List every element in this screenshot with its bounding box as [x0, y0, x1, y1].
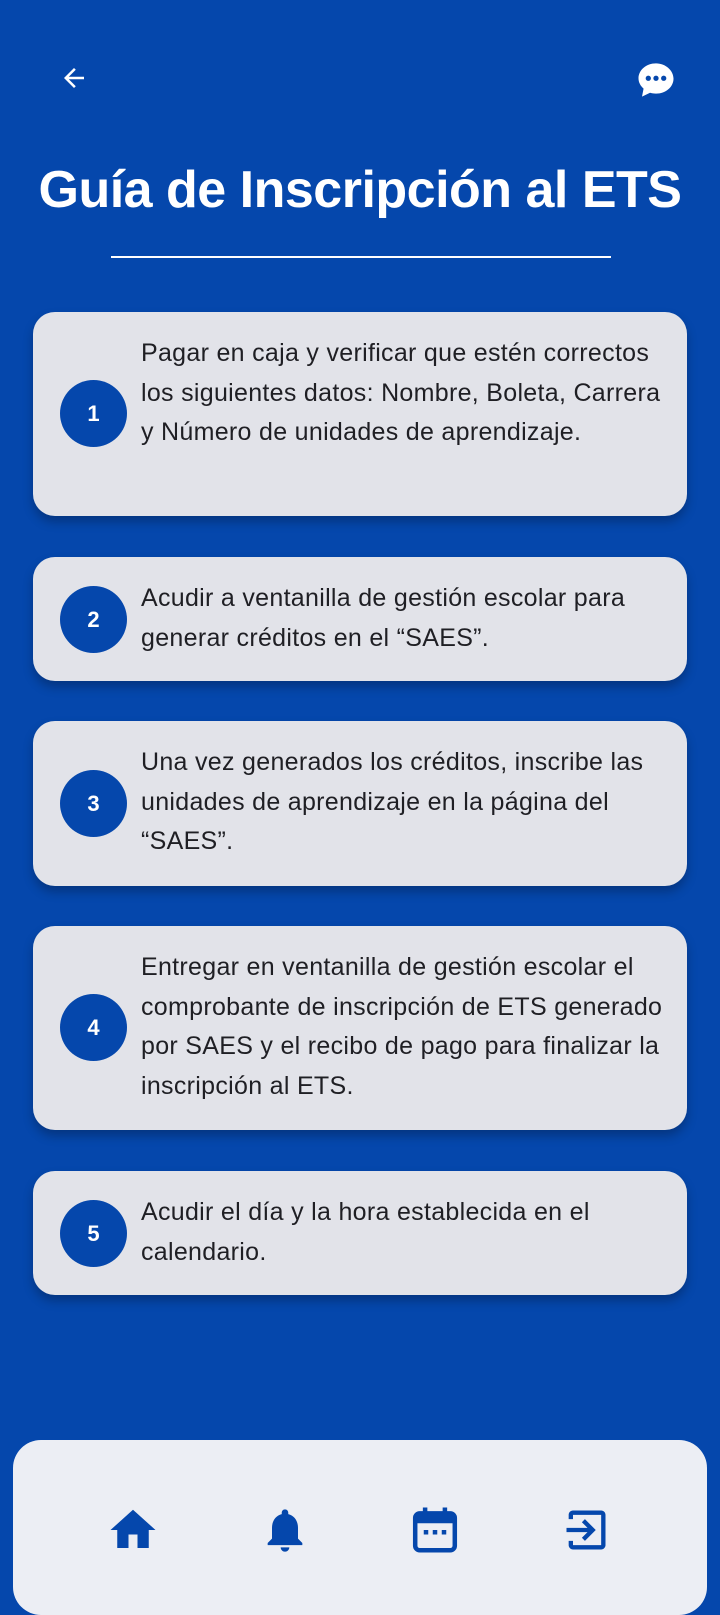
- top-bar: [0, 0, 720, 160]
- step-card-5: [33, 1171, 687, 1295]
- step-number-badge: 3: [60, 770, 127, 837]
- nav-notifications-button[interactable]: [253, 1498, 317, 1562]
- step-card-3: [33, 721, 687, 886]
- back-button[interactable]: [50, 54, 98, 102]
- step-card-1: [33, 312, 687, 516]
- step-number-badge: 4: [60, 994, 127, 1061]
- nav-calendar-button[interactable]: [403, 1498, 467, 1562]
- bottom-navigation: [13, 1440, 707, 1615]
- calendar-icon: [408, 1503, 462, 1557]
- home-icon: [106, 1503, 160, 1557]
- step-text: Entregar en ventanilla de gestión escolar el comprobante de inscripción de ETS generado por SAES y el recibo de pago para finalizar la inscripción al ETS.: [141, 953, 663, 1100]
- step-text: Acudir el día y la hora establecida en el calendario.: [141, 1198, 590, 1266]
- arrow-back-icon: [59, 63, 89, 93]
- page-title: Guía de Inscripción al ETS: [38, 161, 682, 219]
- chat-bubble-icon: [635, 59, 677, 101]
- step-number-badge: 5: [60, 1200, 127, 1267]
- logout-icon: [560, 1504, 612, 1556]
- step-number-badge: 1: [60, 380, 127, 447]
- step-text: Pagar en caja y verificar que estén correctos los siguientes datos: Nombre, Boleta, Carrera y Número de unidades de aprendizaje.: [141, 339, 661, 446]
- nav-home-button[interactable]: [101, 1498, 165, 1562]
- chat-button[interactable]: [632, 56, 680, 104]
- step-text: Una vez generados los créditos, inscribe las unidades de aprendizaje en la página del “SAES”.: [141, 748, 644, 855]
- nav-logout-button[interactable]: [554, 1498, 618, 1562]
- bell-icon: [259, 1504, 311, 1556]
- step-card-2: [33, 557, 687, 681]
- step-card-4: [33, 926, 687, 1130]
- step-text: Acudir a ventanilla de gestión escolar para generar créditos en el “SAES”.: [141, 584, 626, 652]
- title-divider: [111, 256, 611, 258]
- step-number-badge: 2: [60, 586, 127, 653]
